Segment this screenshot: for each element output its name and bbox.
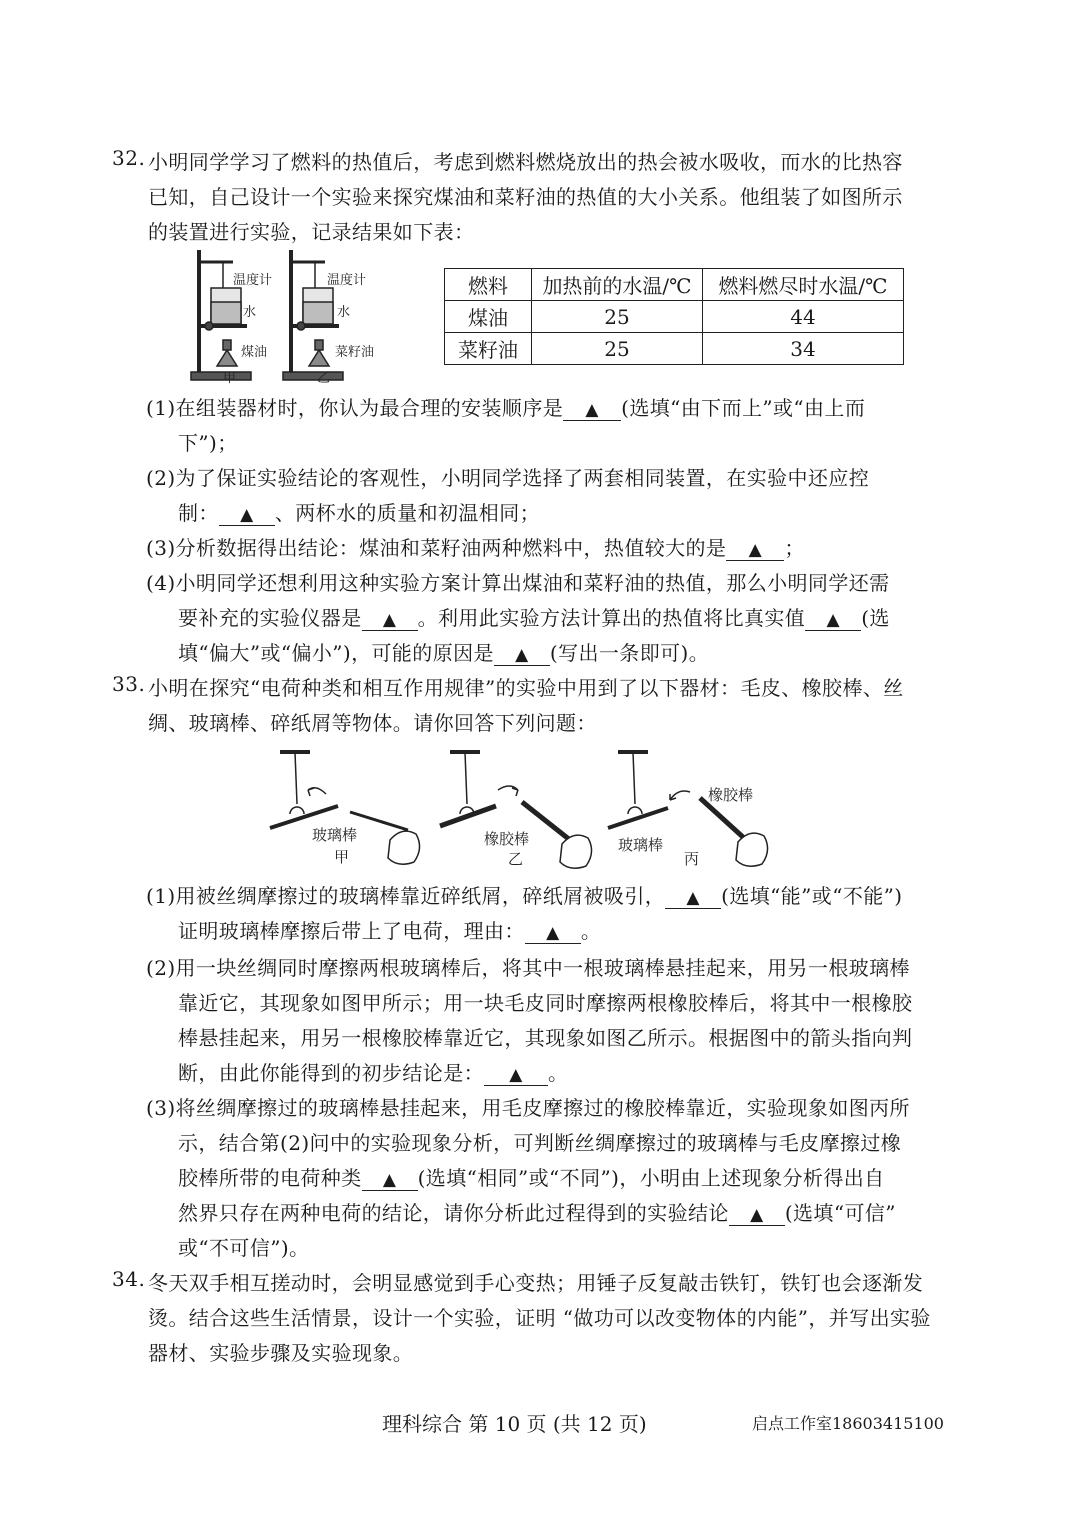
heating-apparatus-figure: [185, 244, 400, 386]
q32-p1-continuation: 下”)；: [178, 431, 238, 455]
q33-part-2-line-3: 棒悬挂起来，用另一根橡胶棒靠近它，其现象如图乙所示。根据图中的箭头指向判: [178, 1026, 913, 1050]
table-cell: 煤油: [445, 301, 532, 333]
q33-part-3-line-4: [178, 1197, 896, 1226]
label-glass-rod-a: 玻璃棒: [312, 826, 358, 844]
label-kerosene: 煤油: [241, 345, 268, 360]
label-thermometer-b: 温度计: [327, 273, 367, 288]
q32-part-2-line-2: [178, 497, 540, 526]
label-glass-rod-c: 玻璃棒: [618, 836, 664, 854]
label-rubber-rod-c: 橡胶棒: [708, 786, 754, 804]
question-number-32: 32.: [112, 146, 146, 170]
answer-blank[interactable]: [484, 1062, 548, 1086]
caption-a: 甲: [223, 371, 237, 386]
caption-c: 丙: [684, 850, 700, 868]
question-number-34: 34.: [112, 1267, 146, 1291]
table-header-cell: 燃料: [445, 269, 532, 301]
blank-triangle-icon: ▲: [240, 505, 254, 525]
q34-line-1: 冬天双手相互搓动时，会明显感觉到手心变热；用锤子反复敲击铁钉，铁钉也会逐渐发: [148, 1271, 924, 1295]
q33-part-3: (3)将丝绸摩擦过的玻璃棒悬挂起来，用毛皮摩擦过的橡胶棒靠近，实验现象如图丙所: [146, 1096, 910, 1120]
q33-p3-text: (选填“相同”或“不同”)，小明由上述现象分析得出自: [417, 1166, 885, 1190]
q33-p2-text: 断，由此你能得到的初步结论是：: [178, 1061, 484, 1085]
q33-part-3-line-5: 或“不可信”)。: [178, 1236, 310, 1260]
label-rapeseed-oil: 菜籽油: [335, 345, 375, 360]
label-water-a: 水: [243, 305, 257, 320]
q33-intro-line-2: 绸、玻璃棒、碎纸屑等物体。请你回答下列问题：: [148, 711, 597, 735]
apparatus-b: [283, 250, 343, 380]
q32-p1-text: (1)在组装器材时，你认为最合理的安装顺序是: [146, 396, 564, 420]
table-cell: 25: [532, 333, 703, 365]
caption-a: 甲: [334, 848, 350, 866]
q33-p3-text: 胶棒所带的电荷种类: [178, 1166, 362, 1190]
studio-footer: 启点工作室18603415100: [752, 1414, 944, 1433]
q33-p1-text: 证明玻璃棒摩擦后带上了电荷，理由：: [178, 919, 525, 943]
table-cell: 44: [703, 301, 904, 333]
q32-p1-text: (选填“由下而上”或“由上而: [621, 396, 866, 420]
q32-p4-text: (选: [861, 606, 890, 630]
table-cell: 34: [703, 333, 904, 365]
q32-p4-text: (写出一条即可)。: [549, 641, 710, 665]
q33-part-2-line-2: 靠近它，其现象如图甲所示；用一块毛皮同时摩擦两根橡胶棒后，将其中一根橡胶: [178, 991, 913, 1015]
blank-triangle-icon: ▲: [515, 645, 529, 665]
label-rubber-rod-b: 橡胶棒: [484, 830, 530, 848]
blank-triangle-icon: ▲: [509, 1065, 523, 1085]
label-water-b: 水: [337, 305, 351, 320]
charged-rods-figure: [268, 744, 780, 870]
q32-p3-text: (3)分析数据得出结论：煤油和菜籽油两种燃料中，热值较大的是: [146, 536, 727, 560]
q32-part-3: [146, 532, 805, 561]
question-number-33: 33.: [112, 672, 146, 696]
q32-p4-text: 填“偏大”或“偏小”)，可能的原因是: [178, 641, 494, 665]
answer-blank[interactable]: [219, 502, 275, 526]
caption-b: 乙: [508, 850, 524, 868]
table-cell: 25: [532, 301, 703, 333]
blank-triangle-icon: ▲: [382, 1170, 397, 1190]
q33-p3-text: (选填“可信”: [784, 1201, 896, 1225]
apparatus-a: [191, 250, 251, 380]
q33-p1-text: 。: [580, 919, 602, 943]
q33-part-3-line-2: 示，结合第(2)问中的实验现象分析，可判断丝绸摩擦过的玻璃棒与毛皮摩擦过橡: [178, 1131, 902, 1155]
answer-blank[interactable]: [362, 1167, 418, 1191]
blank-triangle-icon: ▲: [585, 400, 599, 420]
results-table: [444, 268, 904, 365]
q33-intro-line-1: 小明在探究“电荷种类和相互作用规律”的实验中用到了以下器材：毛皮、橡胶棒、丝: [148, 676, 904, 700]
q32-p4-text: 要补充的实验仪器是: [178, 606, 362, 630]
table-header-row: [445, 269, 904, 301]
table-header-cell: 加热前的水温/℃: [532, 269, 703, 301]
q32-p4-text: 。利用此实验方法计算出的热值将比真实值: [417, 606, 806, 630]
answer-blank[interactable]: [362, 607, 418, 631]
q32-part-4-line-3: [178, 637, 709, 666]
blank-triangle-icon: ▲: [826, 610, 840, 630]
q32-part-4-line-2: [178, 602, 890, 631]
q32-p2-text: 、两杯水的质量和初温相同；: [274, 501, 541, 525]
q34-line-3: 器材、实验步骤及实验现象。: [148, 1341, 414, 1365]
table-cell: 菜籽油: [445, 333, 532, 365]
q32-intro-line-1: 小明同学学习了燃料的热值后，考虑到燃料燃烧放出的热会被水吸收，而水的比热容: [148, 150, 903, 174]
answer-blank[interactable]: [665, 885, 721, 909]
q32-part-1: [146, 392, 865, 421]
q33-p2-text: 。: [548, 1061, 569, 1085]
q34-line-2: 烫。结合这些生活情景，设计一个实验，证明 “做功可以改变物体的内能”，并写出实验: [148, 1306, 931, 1330]
q32-p2-text: 制：: [178, 501, 219, 525]
blank-triangle-icon: ▲: [382, 610, 397, 630]
q33-part-1-line-2: [178, 915, 601, 944]
blank-triangle-icon: ▲: [686, 888, 700, 908]
q32-intro-line-3: 的装置进行实验，记录结果如下表：: [148, 220, 475, 244]
q32-intro-line-2: 已知，自己设计一个实验来探究煤油和菜籽油的热值的大小关系。他组装了如图所示: [148, 185, 903, 209]
page-footer: 理科综合 第 10 页 (共 12 页): [382, 1412, 647, 1436]
q33-part-2-line-4: [178, 1057, 568, 1086]
q32-part-4: (4)小明同学还想利用这种实验方案计算出煤油和菜籽油的热值，那么小明同学还需: [146, 571, 890, 595]
q33-part-2: (2)用一块丝绸同时摩擦两根玻璃棒后，将其中一根玻璃棒悬挂起来，用另一根玻璃棒: [146, 956, 910, 980]
table-row: [445, 301, 904, 333]
answer-blank[interactable]: [494, 642, 550, 666]
q32-part-2: (2)为了保证实验结论的客观性，小明同学选择了两套相同装置，在实验中还应控: [146, 466, 870, 490]
blank-triangle-icon: ▲: [546, 923, 560, 943]
answer-blank[interactable]: [726, 537, 784, 561]
q33-p1-text: (选填“能”或“不能”): [721, 884, 903, 908]
caption-b: 乙: [317, 371, 331, 386]
answer-blank[interactable]: [805, 607, 861, 631]
q33-p3-text: 然界只存在两种电荷的结论，请你分析此过程得到的实验结论: [178, 1201, 729, 1225]
q33-part-3-line-3: [178, 1162, 885, 1191]
answer-blank[interactable]: [563, 397, 621, 421]
q33-p1-text: (1)用被丝绸摩擦过的玻璃棒靠近碎纸屑，碎纸屑被吸引，: [146, 884, 666, 908]
blank-triangle-icon: ▲: [750, 1205, 764, 1225]
blank-triangle-icon: ▲: [748, 540, 763, 560]
table-row: [445, 333, 904, 365]
answer-blank[interactable]: [525, 920, 581, 944]
table-header-cell: 燃料燃尽时水温/℃: [703, 269, 904, 301]
label-thermometer-a: 温度计: [233, 273, 273, 288]
q32-p3-text: ；: [784, 536, 805, 560]
q33-part-1: [146, 880, 902, 909]
answer-blank[interactable]: [729, 1202, 785, 1226]
